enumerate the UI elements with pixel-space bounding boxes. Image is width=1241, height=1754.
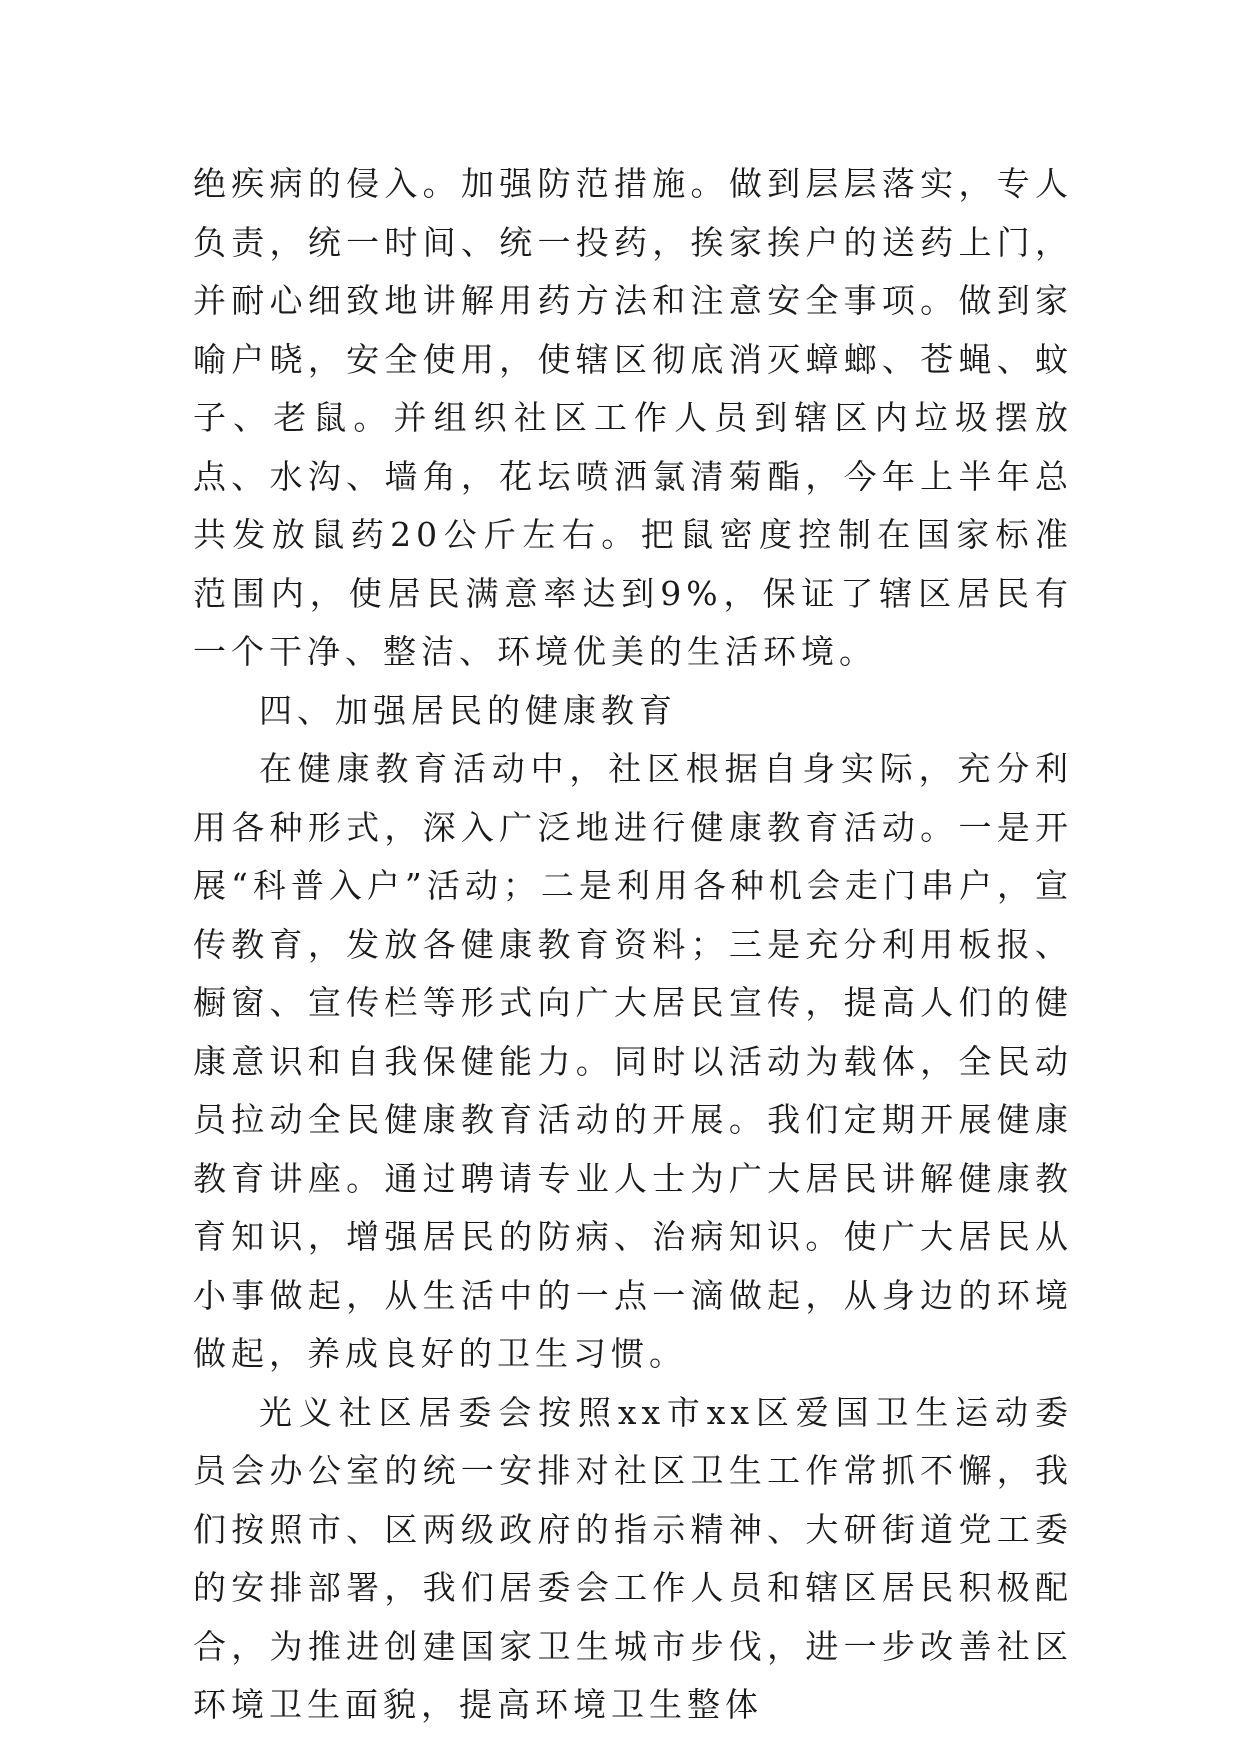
section-heading: 四、加强居民的健康教育 xyxy=(259,690,677,730)
body-paragraph: 在健康教育活动中，社区根据自身实际，充分利用各种形式，深入广泛地进行健康教育活动。一是开展“科普入户”活动；二是利用各种机会走门串户，宣传教育，发放各健康教育资料；三是充分利用板报、橱窗、宣传栏等形式向广大居民宣传，提高人们的健康意识和自我保健能力。同时以活动为载体，全民动员拉动全民健康教育活动的开展。我们定期开展健康教育讲座。通过聘请专业人士为广大居民讲解健康教育知识，增强居民的防病、治病知识。使广大居民从小事做起，从生活中的一点一滴做起，从身边的环境做起，养成良好的卫生习惯。 xyxy=(193,749,1073,1373)
body-paragraph: 光义社区居委会按照xx市xx区爱国卫生运动委员会办公室的统一安排对社区卫生工作常抓不懈，我们按照市、区两级政府的指示精神、大研街道党工委的安排部署，我们居委会工作人员和辖区居民积极配合，为推进创建国家卫生城市步伐，进一步改善社区环境卫生面貌，提高环境卫生整体 xyxy=(193,1392,1073,1724)
body-paragraph: 绝疾病的侵入。加强防范措施。做到层层落实，专人负责，统一时间、统一投药，挨家挨户的送药上门，并耐心细致地讲解用药方法和注意安全事项。做到家喻户晓，安全使用，使辖区彻底消灭蟑螂、苍蝇、蚊子、老鼠。并组织社区工作人员到辖区内垃圾摆放点、水沟、墙角，花坛喷洒氯清菊酯，今年上半年总共发放鼠药20公斤左右。把鼠密度控制在国家标准范围内，使居民满意率达到9%，保证了辖区居民有一个干净、整洁、环境优美的生活环境。 xyxy=(193,164,1073,671)
document-page xyxy=(193,155,1073,1735)
